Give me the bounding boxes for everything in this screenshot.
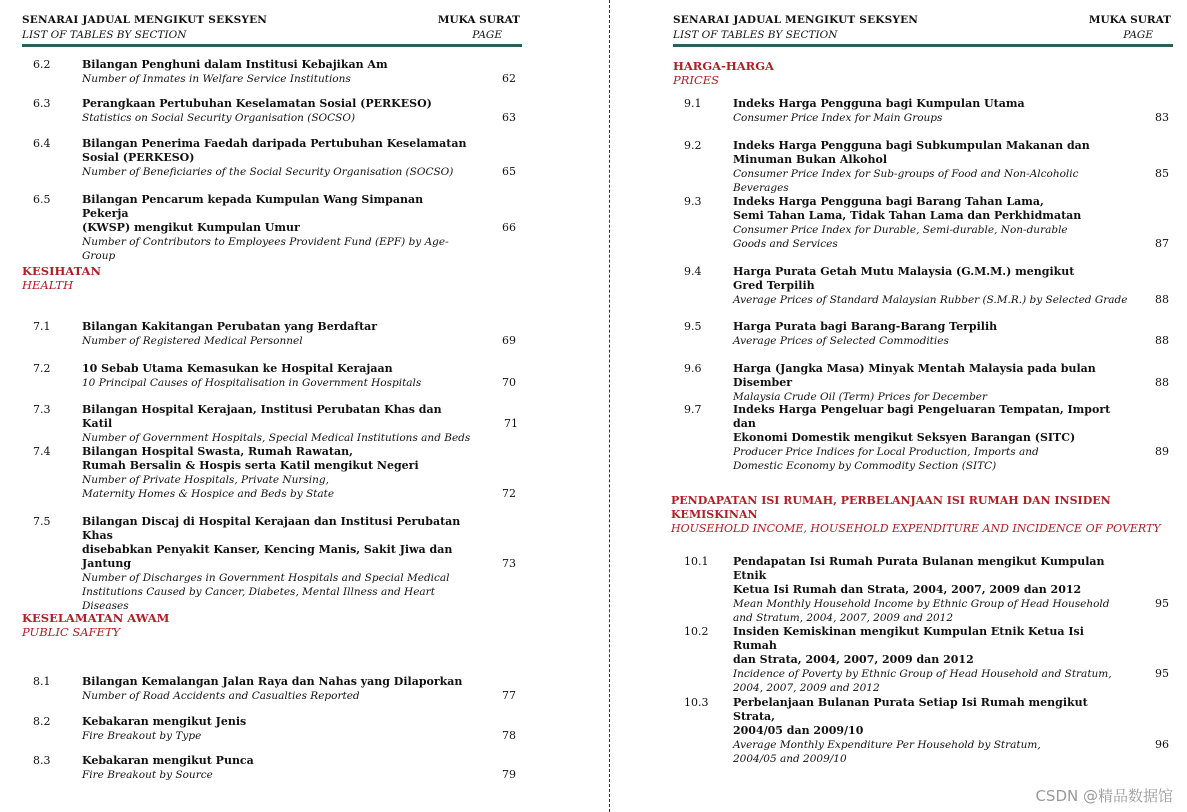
entry-title-ms: Bilangan Hospital Kerajaan, Institusi Perubatan Khas dan Katil xyxy=(82,403,442,430)
entry-title-ms: Bilangan Hospital Swasta, Rumah Rawatan, Rumah Bersalin & Hospis serta Katil mengikut Negeri xyxy=(82,445,419,472)
entry-number: 6.3 xyxy=(33,97,51,110)
watermark-text: CSDN @精品数据馆 xyxy=(1035,787,1173,805)
section-title-en: PRICES xyxy=(673,73,720,87)
header-page-ms: MUKA SURAT xyxy=(437,14,520,26)
section-heading xyxy=(673,59,1173,87)
entry-page: 78 xyxy=(502,729,516,742)
entry-number: 10.2 xyxy=(684,625,709,638)
entry-title-ms: Kebakaran mengikut Jenis xyxy=(82,715,247,728)
entry-title-en: Number of Beneficiaries of the Social Security Organisation (SOCSO) xyxy=(82,166,454,178)
entry-title-en: Average Prices of Standard Malaysian Rubber (S.M.R.) by Selected Grade xyxy=(733,294,1128,306)
entry-title-en: Number of Inmates in Welfare Service Institutions xyxy=(82,73,351,85)
entry-number: 8.3 xyxy=(33,754,51,767)
entry-title-en: Malaysia Crude Oil (Term) Prices for December xyxy=(733,391,988,403)
entry-number: 9.5 xyxy=(684,320,702,333)
entry-title-ms: Bilangan Kemalangan Jalan Raya dan Nahas yang Dilaporkan xyxy=(82,675,463,688)
section-heading xyxy=(22,611,522,639)
entry-number: 9.7 xyxy=(684,403,702,416)
section-title-en: HEALTH xyxy=(22,278,74,292)
entry-page: 71 xyxy=(504,417,518,430)
entry-title-en: Average Monthly Expenditure Per Household by Stratum, 2004/05 and 2009/10 xyxy=(733,739,1041,765)
entry-page: 79 xyxy=(502,768,516,781)
section-heading xyxy=(22,264,522,292)
section-title-en: PUBLIC SAFETY xyxy=(22,625,121,639)
entry-title-en: Number of Registered Medical Personnel xyxy=(82,335,303,347)
header-page-ms: MUKA SURAT xyxy=(1088,14,1171,26)
entry-title-en: Mean Monthly Household Income by Ethnic Group of Head Household and Stratum, 2004, 2007, 2009 and 2012 xyxy=(733,598,1110,624)
entry-page: 88 xyxy=(1155,376,1169,389)
entry-page: 72 xyxy=(502,487,516,500)
header-title-en: LIST OF TABLES BY SECTION xyxy=(673,29,838,41)
section-title-ms: KESELAMATAN AWAM xyxy=(22,611,170,625)
entry-title-en: Statistics on Social Security Organisation (SOCSO) xyxy=(82,112,356,124)
entry-number: 7.4 xyxy=(33,445,51,458)
entry-page: 65 xyxy=(502,165,516,178)
entry-number: 8.2 xyxy=(33,715,51,728)
entry-title-ms: Bilangan Penghuni dalam Institusi Kebajikan Am xyxy=(82,58,388,71)
entry-title-en: Number of Discharges in Government Hospitals and Special Medical Institutions Caused by Cancer, Diabetes, Mental Illness and Heart Diseases xyxy=(82,572,450,612)
entry-title-ms: Harga Purata Getah Mutu Malaysia (G.M.M.) mengikut Gred Terpilih xyxy=(733,265,1075,292)
section-heading xyxy=(671,494,1175,536)
entry-title-en: 10 Principal Causes of Hospitalisation in Government Hospitals xyxy=(82,377,422,389)
entry-title-ms: Harga (Jangka Masa) Minyak Mentah Malaysia pada bulan Disember xyxy=(733,362,1096,389)
entry-page: 87 xyxy=(1155,237,1169,250)
entry-number: 9.3 xyxy=(684,195,702,208)
entry-title-ms: Perangkaan Pertubuhan Keselamatan Sosial (PERKESO) xyxy=(82,97,432,110)
entry-page: 89 xyxy=(1155,445,1169,458)
entry-number: 6.2 xyxy=(33,58,51,71)
entry-page: 73 xyxy=(502,557,516,570)
left-page xyxy=(22,0,522,812)
entry-title-ms: Pendapatan Isi Rumah Purata Bulanan mengikut Kumpulan Etnik Ketua Isi Rumah dan Strata, 2004, 2007, 2009 dan 2012 xyxy=(733,555,1105,596)
entry-page: 62 xyxy=(502,72,516,85)
entry-title-ms: Indeks Harga Pengguna bagi Kumpulan Utama xyxy=(733,97,1025,110)
entry-title-ms: Bilangan Pencarum kepada Kumpulan Wang Simpanan Pekerja (KWSP) mengikut Kumpulan Umur xyxy=(82,193,424,234)
entry-title-en: Consumer Price Index for Durable, Semi-durable, Non-durable Goods and Services xyxy=(733,224,1068,250)
header-page-en: PAGE xyxy=(472,29,502,41)
entry-title-ms: Indeks Harga Pengguna bagi Barang Tahan Lama, Semi Tahan Lama, Tidak Tahan Lama dan Perkhidmatan xyxy=(733,195,1082,222)
entry-title-en: Average Prices of Selected Commodities xyxy=(733,335,949,347)
entry-title-ms: 10 Sebab Utama Kemasukan ke Hospital Kerajaan xyxy=(82,362,393,375)
entry-number: 7.1 xyxy=(33,320,51,333)
entry-page: 70 xyxy=(502,376,516,389)
entry-title-ms: Bilangan Kakitangan Perubatan yang Berdaftar xyxy=(82,320,378,333)
entry-title-ms: Bilangan Penerima Faedah daripada Pertubuhan Keselamatan Sosial (PERKESO) xyxy=(82,137,467,164)
entry-title-en: Fire Breakout by Source xyxy=(82,769,213,781)
entry-title-en: Number of Government Hospitals, Special Medical Institutions and Beds xyxy=(82,432,471,444)
entry-number: 10.1 xyxy=(684,555,709,568)
entry-title-ms: Indeks Harga Pengeluar bagi Pengeluaran Tempatan, Import dan Ekonomi Domestik mengikut Seksyen Barangan (SITC) xyxy=(733,403,1111,444)
entry-number: 7.2 xyxy=(33,362,51,375)
entry-title-en: Consumer Price Index for Sub-groups of Food and Non-Alcoholic Beverages xyxy=(733,168,1079,194)
header-title-en: LIST OF TABLES BY SECTION xyxy=(22,29,187,41)
entry-number: 8.1 xyxy=(33,675,51,688)
entry-number: 9.2 xyxy=(684,139,702,152)
right-header xyxy=(673,14,1173,47)
entry-title-ms: Perbelanjaan Bulanan Purata Setiap Isi Rumah mengikut Strata, 2004/05 dan 2009/10 xyxy=(733,696,1088,737)
right-page xyxy=(673,0,1173,812)
entry-number: 9.1 xyxy=(684,97,702,110)
entry-title-en: Incidence of Poverty by Ethnic Group of Head Household and Stratum, 2004, 2007, 2009 and 2012 xyxy=(733,668,1112,694)
entry-title-ms: Indeks Harga Pengguna bagi Subkumpulan Makanan dan Minuman Bukan Alkohol xyxy=(733,139,1090,166)
entry-page: 88 xyxy=(1155,334,1169,347)
entry-page: 77 xyxy=(502,689,516,702)
entry-number: 10.3 xyxy=(684,696,709,709)
header-page-en: PAGE xyxy=(1123,29,1153,41)
section-title-ms: KESIHATAN xyxy=(22,264,101,278)
header-title-ms: SENARAI JADUAL MENGIKUT SEKSYEN xyxy=(673,14,919,26)
section-title-en: HOUSEHOLD INCOME, HOUSEHOLD EXPENDITURE AND INCIDENCE OF POVERTY xyxy=(671,522,1161,535)
entry-number: 7.3 xyxy=(33,403,51,416)
entry-page: 88 xyxy=(1155,293,1169,306)
entry-title-en: Number of Private Hospitals, Private Nursing, Maternity Homes & Hospice and Beds by State xyxy=(82,474,335,500)
entry-number: 6.5 xyxy=(33,193,51,206)
entry-title-en: Fire Breakout by Type xyxy=(82,730,202,742)
entry-page: 95 xyxy=(1155,597,1169,610)
entry-page: 66 xyxy=(502,221,516,234)
page-divider xyxy=(609,0,610,812)
entry-number: 7.5 xyxy=(33,515,51,528)
entry-title-ms: Insiden Kemiskinan mengikut Kumpulan Etnik Ketua Isi Rumah dan Strata, 2004, 2007, 2009 dan 2012 xyxy=(733,625,1084,666)
entry-number: 9.6 xyxy=(684,362,702,375)
entry-page: 69 xyxy=(502,334,516,347)
entry-page: 83 xyxy=(1155,111,1169,124)
entry-number: 6.4 xyxy=(33,137,51,150)
entry-title-en: Producer Price Indices for Local Production, Imports and Domestic Economy by Commodity Section (SITC) xyxy=(733,446,1039,472)
left-header xyxy=(22,14,522,47)
entry-title-ms: Bilangan Discaj di Hospital Kerajaan dan Institusi Perubatan Khas disebabkan Penyakit Kanser, Kencing Manis, Sakit Jiwa dan Jantung xyxy=(82,515,461,570)
entry-page: 96 xyxy=(1155,738,1169,751)
entry-page: 95 xyxy=(1155,667,1169,680)
section-title-ms: PENDAPATAN ISI RUMAH, PERBELANJAAN ISI RUMAH DAN INSIDEN KEMISKINAN xyxy=(671,494,1111,521)
entry-title-ms: Harga Purata bagi Barang-Barang Terpilih xyxy=(733,320,998,333)
entry-title-en: Number of Contributors to Employees Provident Fund (EPF) by Age-Group xyxy=(82,236,449,262)
entry-page: 63 xyxy=(502,111,516,124)
entry-title-en: Number of Road Accidents and Casualties Reported xyxy=(82,690,360,702)
entry-page: 85 xyxy=(1155,167,1169,180)
header-title-ms: SENARAI JADUAL MENGIKUT SEKSYEN xyxy=(22,14,268,26)
entry-title-ms: Kebakaran mengikut Punca xyxy=(82,754,254,767)
entry-title-en: Consumer Price Index for Main Groups xyxy=(733,112,943,124)
entry-number: 9.4 xyxy=(684,265,702,278)
section-title-ms: HARGA-HARGA xyxy=(673,59,774,73)
